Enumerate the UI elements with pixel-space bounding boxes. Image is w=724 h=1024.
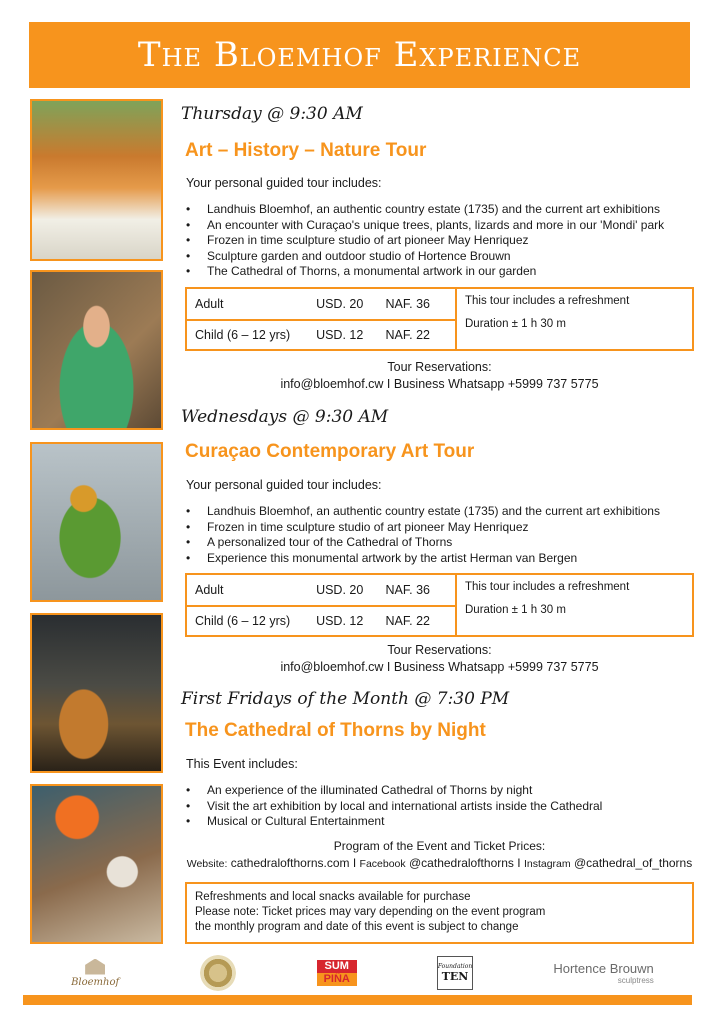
pina-text: PIÑA [317,973,357,986]
tour1-price-table [185,287,694,351]
facebook-link[interactable]: @cathedralofthorns [409,856,514,870]
price-naf: NAF. 22 [385,328,430,342]
facebook-label: Facebook [359,858,406,870]
tour2-price-table [185,573,694,637]
price-row-adult [187,289,455,319]
price-usd: USD. 20 [316,297,364,311]
tour2-list [186,504,660,566]
tour1-intro: Your personal guided tour includes: [186,176,382,190]
separator: I [517,856,521,870]
note-line: Please note: Ticket prices may vary depending on the event program [195,906,546,918]
ten-small-text: Foundation [437,963,473,970]
hortence-brouwn-logo [553,961,653,985]
refreshment-note: This tour includes a refreshment [465,295,630,307]
price-naf: NAF. 22 [385,614,430,628]
price-label: Adult [195,297,224,311]
price-usd: USD. 20 [316,583,364,597]
price-usd: USD. 12 [316,614,364,628]
event-title: The Cathedral of Thorns by Night [185,720,486,741]
event-day: First Fridays of the Month @ 7:30 PM [181,689,510,709]
tour2-day: Wednesdays @ 9:30 AM [181,407,389,427]
list-item: • The Cathedral of Thorns, a monumental artwork in our garden [186,264,664,280]
list-item: • Landhuis Bloemhof, an authentic country estate (1735) and the current art exhibitions [186,202,664,218]
list-item: • Frozen in time sculpture studio of art pioneer May Henriquez [186,233,664,249]
tour1-day: Thursday @ 9:30 AM [181,104,363,124]
duration-note: Duration ± 1 h 30 m [465,604,566,616]
program-label: Program of the Event and Ticket Prices: [333,839,546,853]
price-row-adult [187,575,455,605]
note-line: Refreshments and local snacks available for purchase [195,891,471,903]
tour2-title: Curaçao Contemporary Art Tour [185,441,475,462]
list-item: • Landhuis Bloemhof, an authentic country estate (1735) and the current art exhibitions [186,504,660,520]
event-links [185,855,694,873]
separator: I [352,856,357,870]
tour2-intro: Your personal guided tour includes: [186,478,382,492]
list-item: • Frozen in time sculpture studio of art pioneer May Henriquez [186,520,660,536]
photo-breakfast [30,784,163,944]
footer-bar [23,995,692,1005]
list-item: • An experience of the illuminated Cathedral of Thorns by night [186,783,602,799]
price-label: Adult [195,583,224,597]
event-intro: This Event includes: [186,757,298,771]
bloemhof-logo-text: Bloemhof [71,976,120,988]
page-title: The Bloemhof Experience [137,35,582,75]
house-icon [85,959,105,975]
price-label: Child (6 – 12 yrs) [195,614,291,628]
sun-seal-logo [200,955,236,991]
list-item: • Experience this monumental artwork by the artist Herman van Bergen [186,551,660,567]
reservations-contact[interactable]: info@bloemhof.cw I Business Whatsapp +5999 737 5775 [280,377,599,391]
ten-text: TEN [441,970,469,983]
price-naf: NAF. 36 [385,583,430,597]
website-link[interactable]: cathedralofthorns.com [230,856,350,870]
duration-note: Duration ± 1 h 30 m [465,318,566,330]
tour1-reservations [185,359,694,393]
event-program [185,838,694,873]
hortence-text: Hortence Brouwn [553,961,654,976]
note-line: the monthly program and date of this event is subject to change [195,921,519,933]
refreshment-note: This tour includes a refreshment [465,581,630,593]
price-row-child [187,319,455,349]
hortence-sub-text: sculptress [617,976,654,985]
price-usd: USD. 12 [316,328,364,342]
bloemhof-logo [70,955,120,991]
price-row-child [187,605,455,635]
sum-pina-logo [317,956,357,990]
tour2-reservations [185,642,694,676]
list-item: • Musical or Cultural Entertainment [186,814,602,830]
website-label: Website: [186,858,228,870]
event-list [186,783,602,830]
list-item: • A personalized tour of the Cathedral of Thorns [186,535,660,551]
list-item: • Sculpture garden and outdoor studio of Hortence Brouwn [186,249,664,265]
price-label: Child (6 – 12 yrs) [195,328,291,342]
tour1-title: Art – History – Nature Tour [185,140,427,161]
reservations-contact[interactable]: info@bloemhof.cw I Business Whatsapp +5999 737 5775 [280,660,599,674]
photo-portrait-painting [30,270,163,430]
photo-cathedral-night [30,613,163,773]
instagram-label: Instagram [523,858,571,870]
sum-text: SUM [317,960,357,973]
reservations-label: Tour Reservations: [387,360,492,374]
title-banner [29,22,690,88]
reservations-label: Tour Reservations: [387,643,492,657]
price-naf: NAF. 36 [385,297,430,311]
foundation-ten-logo [437,956,473,990]
instagram-link[interactable]: @cathedral_of_thorns [573,856,693,870]
tour1-list [186,202,664,280]
list-item: • An encounter with Curaçao's unique trees, plants, lizards and more in our 'Mondi' park [186,218,664,234]
photo-parakeets [30,442,163,602]
sponsor-logos [30,952,694,994]
event-notes-box [185,882,694,944]
photo-landhuis [30,99,163,261]
list-item: • Visit the art exhibition by local and international artists inside the Cathedral [186,799,602,815]
